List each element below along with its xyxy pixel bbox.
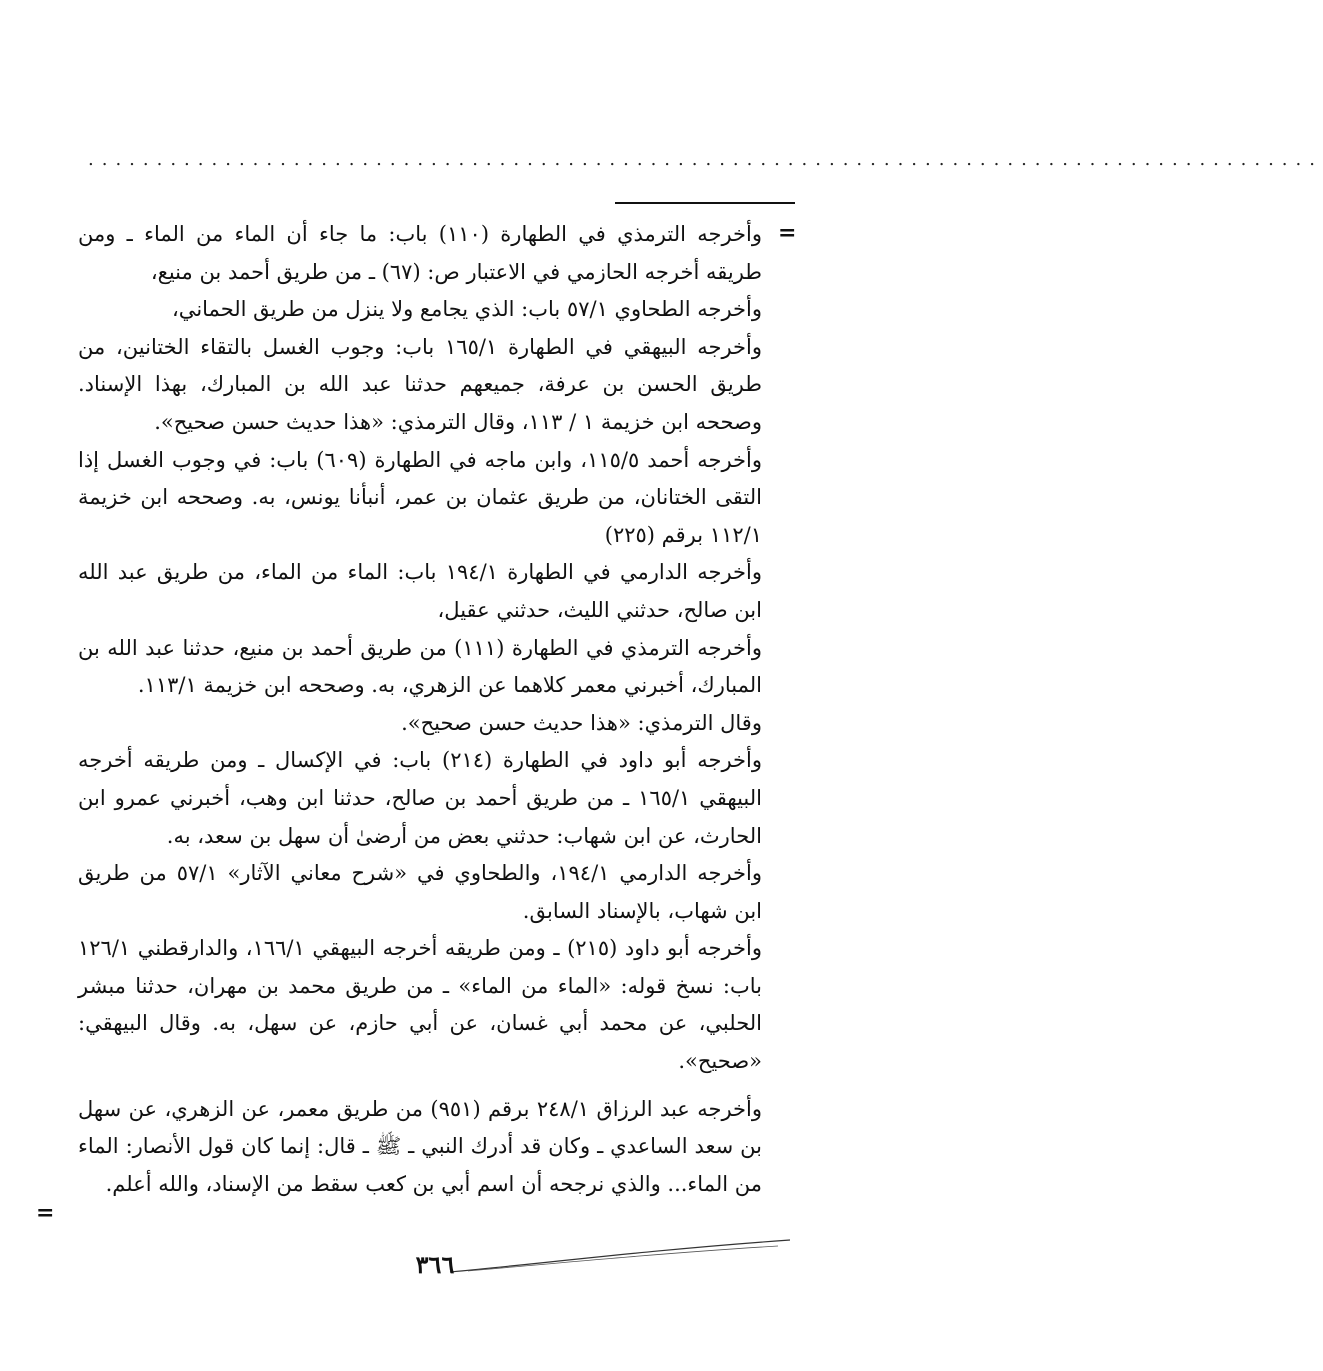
decorative-flourish-icon [448, 1236, 798, 1276]
paragraph: وأخرجه أبو داود (٢١٥) ـ ومن طريقه أخرجه البيهقي ١٦٦/١، والدارقطني ١٢٦/١ باب: نسخ قوله: «الماء من الماء» ـ من طريق محمد بن مهران، حدثنا مبشر الحلبي، عن محمد أبي غسان، عن أبي حازم، عن سهل، به. وقال البيهقي: «صحيح». [78, 936, 762, 1074]
paragraph: وأخرجه أبو داود في الطهارة (٢١٤) باب: في الإكسال ـ ومن طريقه أخرجه البيهقي ١٦٥/١ ـ من طريق أحمد بن صالح، حدثنا ابن وهب، أخبرني عمرو ابن الحارث، عن ابن شهاب: حدثني بعض من أرضىٰ أن سهل بن سعد، به. [78, 748, 762, 848]
paragraph: وأخرجه الدارمي في الطهارة ١٩٤/١ باب: الماء من الماء، من طريق عبد الله ابن صالح، حدثني الليث، حدثني عقيل، [78, 560, 762, 622]
paragraph: وأخرجه الدارمي ١٩٤/١، والطحاوي في «شرح معاني الآثار» ٥٧/١ من طريق ابن شهاب، بالإسناد السابق. [78, 861, 763, 923]
footnote-body [78, 216, 762, 1203]
paragraph: وقال الترمذي: «هذا حديث حسن صحيح». [401, 710, 762, 735]
continuation-marker-left: = [36, 1200, 55, 1226]
paragraph: وأخرجه الطحاوي ٥٧/١ باب: الذي يجامع ولا ينزل من طريق الحماني، [172, 297, 762, 322]
paragraph: وأخرجه الترمذي في الطهارة (١١٠) باب: ما جاء أن الماء من الماء ـ ومن طريقه أخرجه الحازمي في الاعتبار ص: (٦٧) ـ من طريق أحمد بن منيع، [78, 222, 762, 284]
paragraph: وأخرجه البيهقي في الطهارة ١٦٥/١ باب: وجوب الغسل بالتقاء الختانين، من طريق الحسن بن عرفة، جميعهم حدثنا عبد الله بن المبارك، بهذا الإسناد. وصححه ابن خزيمة ١ / ١١٣، وقال الترمذي: «هذا حديث حسن صحيح». [78, 334, 763, 434]
page-number: ٣٦٦ [415, 1250, 455, 1279]
footnote-rule [615, 202, 795, 204]
paragraph: وأخرجه أحمد ١١٥/٥، وابن ماجه في الطهارة (٦٠٩) باب: في وجوب الغسل إذا التقى الختانان، من طريق عثمان بن عمر، أنبأنا يونس، به. وصححه ابن خزيمة ١١٢/١ برقم (٢٢٥) [78, 447, 762, 547]
paragraph: وأخرجه عبد الرزاق ٢٤٨/١ برقم (٩٥١) من طريق معمر، عن الزهري، عن سهل بن سعد الساعدي ـ وكان قد أدرك النبي ـ ﷺ ـ قال: إنما كان قول الأنصار: الماء من الماء... والذي نرجحه أن اسم أبي بن كعب سقط من الإسناد، والله أعلم. [78, 1096, 762, 1196]
paragraph: وأخرجه الترمذي في الطهارة (١١١) من طريق أحمد بن منيع، حدثنا عبد الله بن المبارك، أخبرني معمر كلاهما عن الزهري، به. وصححه ابن خزيمة ١١٣/١. [78, 635, 762, 698]
continuation-marker-right: = [778, 220, 797, 246]
dotted-separator: .......................................................................................... [88, 149, 1323, 170]
